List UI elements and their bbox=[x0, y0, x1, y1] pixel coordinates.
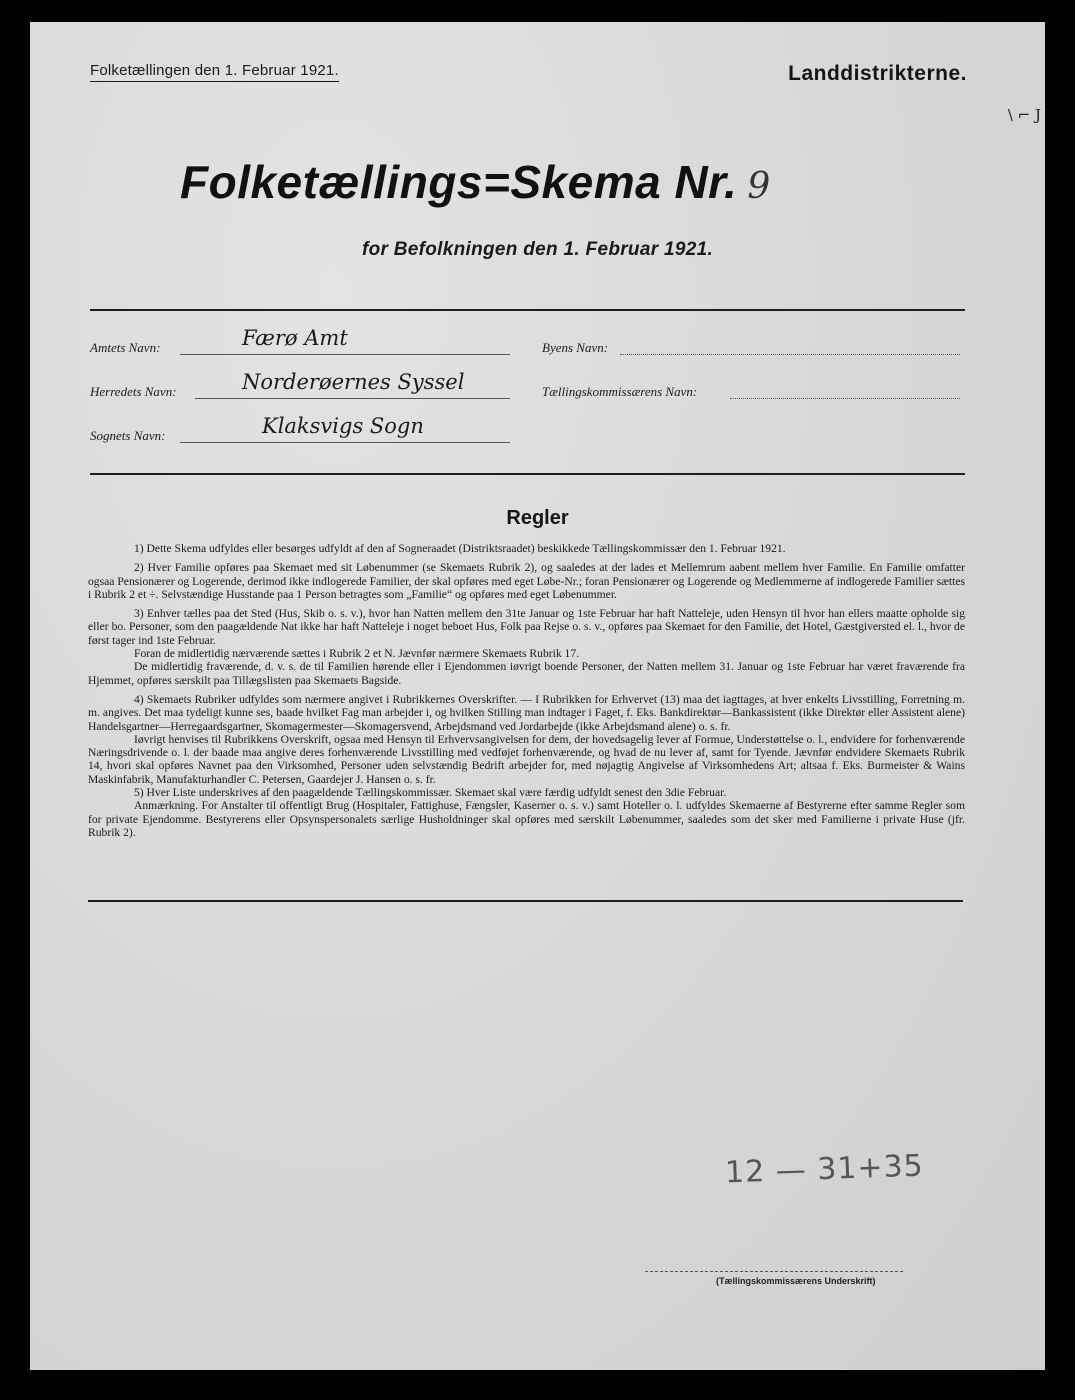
signature-caption: (Tællingskommissærens Underskrift) bbox=[716, 1276, 876, 1286]
sogn-underline bbox=[180, 442, 510, 443]
rule-4: 4) Skemaets Rubriker udfyldes som nærmere angivet i Rubrikkernes Overskrifter. — I Rubrikken for Erhvervet (13) maa det iagttages, at hver enkelts Livsstilling, Forretning m. m. angives. Det maa tydeligt kunne ses, baade hvilket Fag man arbejder i, og hvilken Stilling man indtager i Faget, f. Eks. Bankdirektør—Bankassistent (ikke Direktør eller Assistent alene) Handelsgartner—Herregaardsgartner, Skomagermester—Skomagersvend, Arbejdsmand ved Jordarbejde (ikke Arbejdsmand alene) o. s. fr. bbox=[88, 692, 965, 733]
kommissaer-underline bbox=[730, 398, 960, 399]
rule-3: 3) Enhver tælles paa det Sted (Hus, Skib o. s. v.), hvor han Natten mellem den 31te Januar og 1ste Februar har haft Natteleje, uden Hensyn til hvor han ellers maatte opholde sig eller bo. Personer, som den paagældende Nat ikke har haft Natteleje i noget beboet Hus, Folk paa Rejse o. s. v., opføres paa Skemaet for den Familie, det Hotel, Gæstgiversted el. l., hvor de først tager ind 1ste Februar. bbox=[88, 607, 965, 647]
rules-body bbox=[88, 542, 965, 839]
rule-note: Anmærkning. For Anstalter til offentligt Brug (Hospitaler, Fattighuse, Fængsler, Kaserner o. s. v.) samt Hoteller o. l. udfyldes Skemaerne af Bestyrerne efter samme Regler som for private Ejendomme. Bestyrerens eller Opsynspersonalets særlige Husholdninger skal opføres med særskilt Løbenummer, saaledes som det sker med Familierne i private Huse (jfr. Rubrik 2). bbox=[88, 799, 965, 839]
amt-underline bbox=[180, 354, 510, 355]
rule-1: 1) Dette Skema udfyldes eller besørges udfyldt af den af Sogneraadet (Distriktsraadet) beskikkede Tællingskommissær den 1. Februar 1921. bbox=[134, 542, 786, 555]
divider-middle bbox=[90, 473, 965, 475]
rule-3b: Foran de midlertidig nærværende sættes i Rubrik 2 et N. Jævnfør nærmere Skemaets Rubrik 17. bbox=[134, 647, 580, 661]
kommissaer-label: Tællingskommissærens Navn: bbox=[542, 384, 698, 399]
rule-5: 5) Hver Liste underskrives af den paagældende Tællingskommissær. Skemaet skal være færdig udfyldt senest den 3die Februar. bbox=[134, 786, 727, 800]
rule-2: 2) Hver Familie opføres paa Skemaet med sit Løbenummer (se Skemaets Rubrik 2), og saaledes at der lades et Mellemrum aabent mellem hver Familie. En Familie omfatter ogsaa Pensionærer og Logerende, derimod ikke indlogerede Familier, der skal opføres med eget Løbe-Nr.; foran Pensionærer og Logerende og Medlemmerne af indlogerede Familier sættes i Rubrik 2 et ÷. Selvstændige Husstande paa 1 Person betragtes som „Familie“ og opføres med eget Løbenummer. bbox=[88, 561, 965, 601]
pencil-note: 12 — 31+35 bbox=[724, 1148, 925, 1191]
form-title-text: Folketællings=Skema Nr. bbox=[180, 156, 738, 208]
rules-heading: Regler bbox=[506, 507, 569, 529]
margin-pencil-mark: \ ⌐ J bbox=[1007, 106, 1041, 124]
byens-underline bbox=[620, 354, 960, 355]
district-header: Landdistrikterne. bbox=[788, 62, 967, 85]
amt-value: Færø Amt bbox=[242, 326, 348, 350]
rule-3c: De midlertidig fraværende, d. v. s. de til Familien hørende eller i Ejendommen iøvrigt boende Personer, der Natten mellem 31. Januar og 1ste Februar har været fraværende fra Hjemmet, opføres særskilt paa Tillægslisten paa Skemaets Bagside. bbox=[88, 660, 965, 687]
sogn-label: Sognets Navn: bbox=[90, 428, 166, 443]
divider-top bbox=[90, 309, 965, 311]
form-subtitle: for Befolkningen den 1. Februar 1921. bbox=[361, 239, 714, 260]
byens-label: Byens Navn: bbox=[542, 340, 609, 355]
form-number: 9 bbox=[747, 166, 771, 207]
sogn-value: Klaksvigs Sogn bbox=[262, 414, 424, 438]
census-date-header: Folketællingen den 1. Februar 1921. bbox=[90, 62, 339, 82]
herred-value: Norderøernes Syssel bbox=[242, 370, 465, 394]
herred-underline bbox=[195, 398, 510, 399]
divider-bottom bbox=[88, 900, 963, 902]
rule-4b: Iøvrigt henvises til Rubrikkens Overskrift, ogsaa med Hensyn til Erhvervsangivelsen for dem, der hovedsagelig lever af Formue, Understøttelse o. l., endvidere for forhenværende Næringsdrivende o. l. der baade maa angive deres forhenværende Livsstilling med vedføjet forhenværende, og hvad de nu lever af, samt for Tyende. Jævnfør endvidere Skemaets Rubrik 14, hvori skal opføres Navnet paa den Virksomhed, Personer uden selvstændig Bedrift arbejder for, med nøjagtig Angivelse af Virksomhedens Art; altsaa f. Eks. Burmeister & Wains Maskinfabrik, Manufakturhandler C. Petersen, Gaardejer J. Hansen o. s. fr. bbox=[88, 732, 965, 786]
form-title bbox=[180, 155, 771, 209]
signature-line bbox=[645, 1271, 903, 1272]
herred-label: Herredets Navn: bbox=[90, 384, 177, 399]
amt-label: Amtets Navn: bbox=[90, 340, 161, 355]
census-form-page bbox=[30, 22, 1045, 1370]
